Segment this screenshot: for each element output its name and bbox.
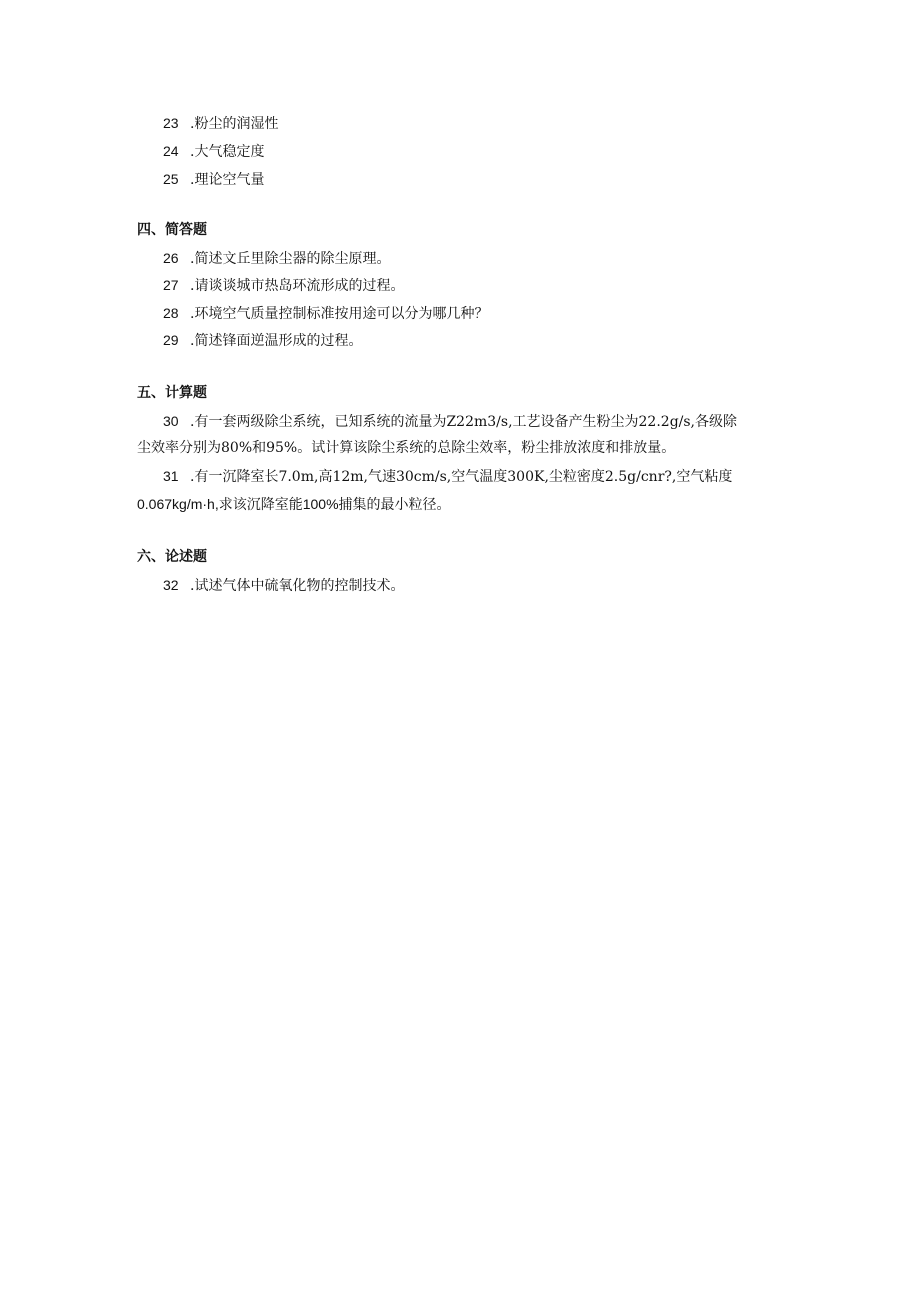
question-number: 28 xyxy=(163,305,179,321)
question-26 xyxy=(163,248,390,269)
question-30-line-1 xyxy=(163,411,737,432)
section-heading-short-answer: 四、简答题 xyxy=(137,222,207,238)
question-text: .有一套两级除尘系统，已知系统的流量为Z22m3∕s,工艺设备产生粉尘为22.2g/s,各级除 xyxy=(190,414,738,430)
question-text: .简述锋面逆温形成的过程。 xyxy=(190,333,363,349)
question-29 xyxy=(163,330,362,351)
question-number: 32 xyxy=(163,577,179,593)
question-27 xyxy=(163,275,404,296)
question-text: .粉尘的润湿性 xyxy=(190,116,279,132)
question-number: 24 xyxy=(163,143,179,159)
question-number: 25 xyxy=(163,171,179,187)
question-number: 29 xyxy=(163,332,179,348)
question-number: 27 xyxy=(163,277,179,293)
question-31-line-2: 0.067kg/m·h,求该沉降室能100%捕集的最小粒径。 xyxy=(137,496,451,512)
question-number: 26 xyxy=(163,250,179,266)
question-30-line-2: 尘效率分别为80%和95%。试计算该除尘系统的总除尘效率，粉尘排放浓度和排放量。 xyxy=(137,440,676,456)
question-text: .大气稳定度 xyxy=(190,144,265,160)
question-text: .请谈谈城市热岛环流形成的过程。 xyxy=(190,278,405,294)
question-24 xyxy=(163,141,264,162)
question-number: 31 xyxy=(163,468,179,484)
question-text: .理论空气量 xyxy=(190,172,265,188)
question-text: .有一沉降室长7.0m,高12m,气速30cm/s,空气温度300K,尘粒密度2.5g/cnr?,空气粘度 xyxy=(190,469,733,485)
section-heading-essay: 六、论述题 xyxy=(137,549,207,565)
section-heading-calculation: 五、计算题 xyxy=(137,385,207,401)
question-text: .试述气体中硫氧化物的控制技术。 xyxy=(190,578,405,594)
question-28 xyxy=(163,303,488,324)
question-31-line-1 xyxy=(163,466,732,487)
question-number: 30 xyxy=(163,413,179,429)
question-23 xyxy=(163,113,278,134)
question-text: .环境空气质量控制标准按用途可以分为哪几种？ xyxy=(190,306,489,322)
question-25 xyxy=(163,169,264,190)
question-number: 23 xyxy=(163,115,179,131)
question-32 xyxy=(163,575,404,596)
question-text: .简述文丘里除尘器的除尘原理。 xyxy=(190,251,391,267)
